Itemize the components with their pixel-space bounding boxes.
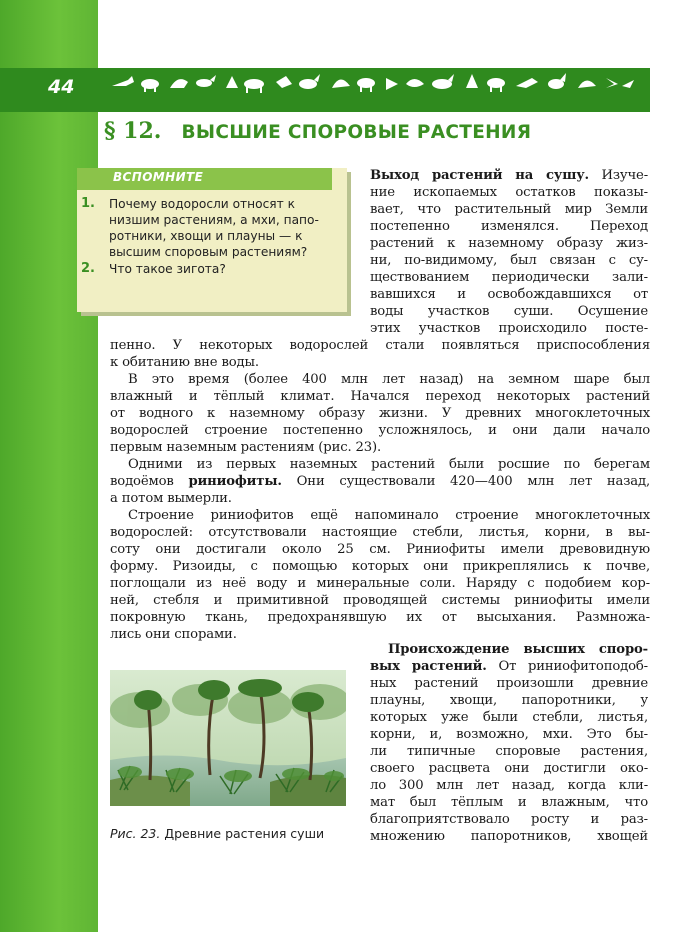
recall-header-label: ВСПОМНИТЕ [113,170,204,184]
text-line: ли типичные споровые растения, [370,744,648,759]
recall-box [77,168,347,312]
text-line: ней, стебля и примитивной проводящей системы риниофиты имели [110,593,650,608]
text-line: В это время (более 400 млн лет назад) на земном шаре был [128,372,650,387]
page-number: 44 [48,76,75,98]
figure-caption [110,826,360,844]
section-number: § 12. [104,118,162,144]
text-line: Одними из первых наземных растений были росшие по берегам [128,457,650,472]
text-line: Выход растений на сушу. Изуче- [370,168,648,183]
text-line [388,641,648,658]
text-line: ществованием периодически зали- [370,270,648,285]
text-line: вавшихся и освобождавшихся от [370,287,648,302]
text-line: ло 300 млн лет назад, когда кли- [370,778,648,793]
text-line: воды участков суши. Осушение [370,304,648,319]
text-line: ных растений произошли древние [370,676,648,691]
text-line: форму. Ризоиды, с помощью которых они прикреплялись к почве, [110,559,650,574]
text-line: этих участков происходило посте- [370,321,648,336]
text-line: водоёмов риниофиты. Они существовали 420—400 млн лет назад, [110,474,651,489]
recall-question-line: ротники, хвощи и плауны — к [109,229,303,243]
recall-question-number: 2. [81,261,95,276]
text-line: своего расцвета они достигли око- [370,761,648,776]
left-margin-bar [0,0,98,932]
text-line: от водного к наземному образу жизни. У древних многоклеточных [110,406,650,421]
recall-question-line: Почему водоросли относят к [109,197,295,211]
animal-silhouettes-decoration [108,70,638,96]
paragraph-heading: Выход растений на сушу. [370,168,589,183]
recall-header [77,168,332,190]
text-line: покровную ткань, предохранявшую их от высыхания. Размножа- [110,610,650,625]
figure-caption-text: Древние растения суши [164,826,325,841]
recall-question-1 [77,196,337,260]
recall-question-2 [77,261,337,277]
recall-question-number: 1. [81,196,95,211]
text-line: соту они достигали около 25 см. Риниофиты имели древовидную [110,542,650,557]
text-line: водорослей строение постепенно усложнялось, и они дали начало [110,423,650,438]
text-line: которых уже были стебли, листья, [370,710,648,725]
recall-question-line: низшим растениям, а мхи, папо- [109,213,319,227]
recall-question-line: Что такое зигота? [109,262,226,276]
text-line: лись они спорами. [110,627,237,642]
recall-question-line: высшим споровым растениям? [109,245,308,259]
text-line: первым наземным растениям (рис. 23). [110,440,382,455]
text-line: плауны, хвощи, папоротники, у [370,693,648,708]
text-line: благоприятствовало росту и раз- [370,812,648,827]
text-line: ни, по-видимому, был связан с су- [370,253,648,268]
text-line: а потом вымерли. [110,491,232,506]
text-line: поглощали из неё воду и минеральные соли. Наряду с подобием кор- [110,576,650,591]
text-line: вает, что растительный мир Земли [370,202,648,217]
text-line: ние ископаемых остатков показы- [370,185,648,200]
text-line: постепенно изменялся. Переход [370,219,648,234]
text-line: Строение риниофитов ещё напоминало строение многоклеточных [128,508,650,523]
text-line: вых растений. От риниофитоподоб- [370,659,648,674]
paragraph-heading: вых растений. [370,659,487,674]
text-line: мат был тёплым и влажным, что [370,795,648,810]
section-title: ВЫСШИЕ СПОРОВЫЕ РАСТЕНИЯ [181,122,532,143]
text-line: корни, и, возможно, мхи. Это бы- [370,727,648,742]
figure-caption-label: Рис. 23. [110,826,161,841]
ancient-plants-illustration [110,670,346,806]
text-line: множению папоротников, хвощей [370,829,648,844]
section-heading [104,118,664,150]
text-line: водорослей: отсутствовали настоящие стебли, листья, корни, в вы- [110,525,650,540]
text-line: растений к наземному образу жиз- [370,236,648,251]
text-line: пенно. У некоторых водорослей стали появляться приспособления [110,338,650,353]
text-line: влажный и тёплый климат. Начался переход некоторых растений [110,389,650,404]
text-line: к обитанию вне воды. [110,355,259,370]
term-rhyniophytes: риниофиты. [188,474,282,489]
paragraph-heading: Происхождение высших споро- [388,642,648,657]
